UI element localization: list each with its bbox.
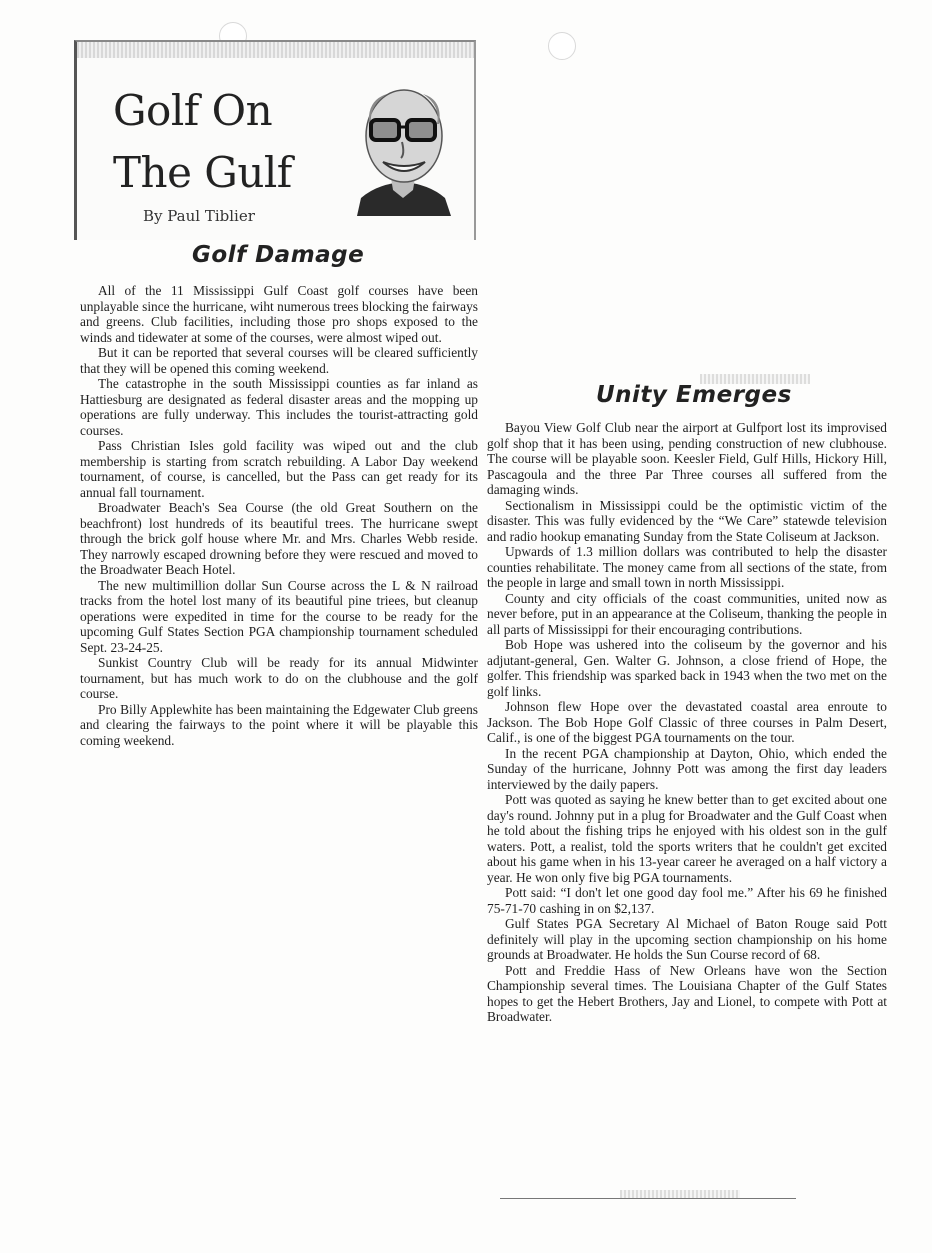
article-paragraph: Johnson flew Hope over the devastated coastal area enroute to Jackson. The Bob Hope Golf Classic of three courses in Palm Desert, Calif., is one of the biggest PGA tournaments on the tour. [487, 699, 887, 745]
punch-hole [548, 32, 576, 60]
headline-unity-emerges: Unity Emerges [596, 382, 792, 408]
article-unity-emerges [487, 420, 887, 1025]
article-paragraph: The new multimillion dollar Sun Course across the L & N railroad tracks from the hotel lost many of its beautiful pine triees, but cleanup operations were expedited in time for the course to be ready for the upcoming Gulf States Section PGA championship tournament scheduled Sept. 23-24-25. [80, 577, 478, 655]
article-paragraph: Sunkist Country Club will be ready for its annual Midwinter tournament, but has much work to do on the clubhouse and the golf course. [80, 655, 478, 701]
article-paragraph: Gulf States PGA Secretary Al Michael of Baton Rouge said Pott definitely will play in the upcoming section championship on his home grounds at Broadwater. He holds the Sun Course record of 68. [487, 916, 887, 962]
article-paragraph: Bob Hope was ushered into the coliseum by the governor and his adjutant-general, Gen. Walter G. Johnson, a close friend of Hope, the golfer. This friendship was sparked back in 1943 when the two met on the golf links. [487, 637, 887, 699]
article-paragraph: Sectionalism in Mississippi could be the optimistic victim of the disaster. This was fully evidenced by the “We Care” statewde television and radio hookup emanating Sunday from the State Coliseum at Jackson. [487, 497, 887, 544]
article-paragraph: The catastrophe in the south Mississippi counties as far inland as Hattiesburg are designated as federal disaster areas and the mopping up operations are fully underway. This includes the tourist-attracting gold courses. [80, 376, 478, 438]
column-masthead [74, 40, 476, 240]
article-paragraph: Bayou View Golf Club near the airport at Gulfport lost its improvised golf shop that it has been using, pending construction of new clubhouse. The course will be playable soon. Keesler Field, Gulf Hills, Hickory Hill, Pascagoula and the three Par Three courses all suffered from the damaging winds. [487, 420, 887, 497]
article-paragraph: Pott and Freddie Hass of New Orleans have won the Section Championship several times. The Louisiana Chapter of the Gulf States hopes to get the Hebert Brothers, Jay and Lionel, to compete with Pott at Broadwater. [487, 962, 887, 1024]
article-paragraph: All of the 11 Mississippi Gulf Coast golf courses have been unplayable since the hurricane, wiht numerous trees blocking the fairways and greens. Club facilities, including those pro shops exposed to the winds and tidewater at some of the courses, were almost wiped out. [80, 283, 478, 345]
headline-golf-damage: Golf Damage [192, 242, 365, 268]
columnist-portrait [347, 66, 459, 216]
article-paragraph: Pro Billy Applewhite has been maintaining the Edgewater Club greens and clearing the fairways to the point where it will be playable this coming weekend. [80, 701, 478, 748]
article-paragraph: County and city officials of the coast communities, united now as never before, put in an appearance at the Coliseum, thanking the people in all parts of Mississippi for their encouraging contributions. [487, 590, 887, 637]
article-paragraph: But it can be reported that several courses will be cleared sufficiently that they will be opened this coming weekend. [80, 345, 478, 376]
print-smudge [620, 1190, 740, 1198]
clipping-bottom-rule [500, 1198, 796, 1199]
article-paragraph: Pott was quoted as saying he knew better than to get excited about one day's round. Johnny put in a plug for Broadwater and the Gulf Coast when he told about the fishing trips he enjoyed with his oldest son in the gulf waters. Pott, a realist, told the sports writers that he couldn't get excited about his game when in his 13-year career he averaged on a half victory a year. He won only five big PGA tournaments. [487, 792, 887, 885]
article-golf-damage [80, 283, 478, 748]
article-paragraph: In the recent PGA championship at Dayton, Ohio, which ended the Sunday of the hurricane, Johnny Pott was among the first day leaders interviewed by the daily papers. [487, 745, 887, 792]
byline: By Paul Tiblier [143, 207, 255, 225]
article-paragraph: Broadwater Beach's Sea Course (the old Great Southern on the beachfront) lost hundreds of its beautiful trees. The hurricane swept through the brick golf house where Mr. and Mrs. Charles Webb reside. They narrowly escaped drowning before they were rescued and moved to the Broadwater Beach Hotel. [80, 500, 478, 577]
column-title-line2: The Gulf [113, 148, 292, 197]
article-paragraph: Upwards of 1.3 million dollars was contributed to help the disaster counties rehabilitate. The money came from all sections of the state, from the people in large and small town in north Mississippi. [487, 544, 887, 590]
column-title [113, 80, 292, 204]
column-title-line1: Golf On [113, 86, 273, 135]
article-paragraph: Pott said: “I don't let one good day fool me.” After his 69 he finished 75-71-70 cashing in on $2,137. [487, 885, 887, 916]
article-paragraph: Pass Christian Isles gold facility was wiped out and the club membership is starting from scratch rebuilding. A Labor Day weekend tournament, of course, is cancelled, but the Pass can get ready for its annual fall tournament. [80, 438, 478, 500]
masthead-strip [77, 42, 474, 58]
